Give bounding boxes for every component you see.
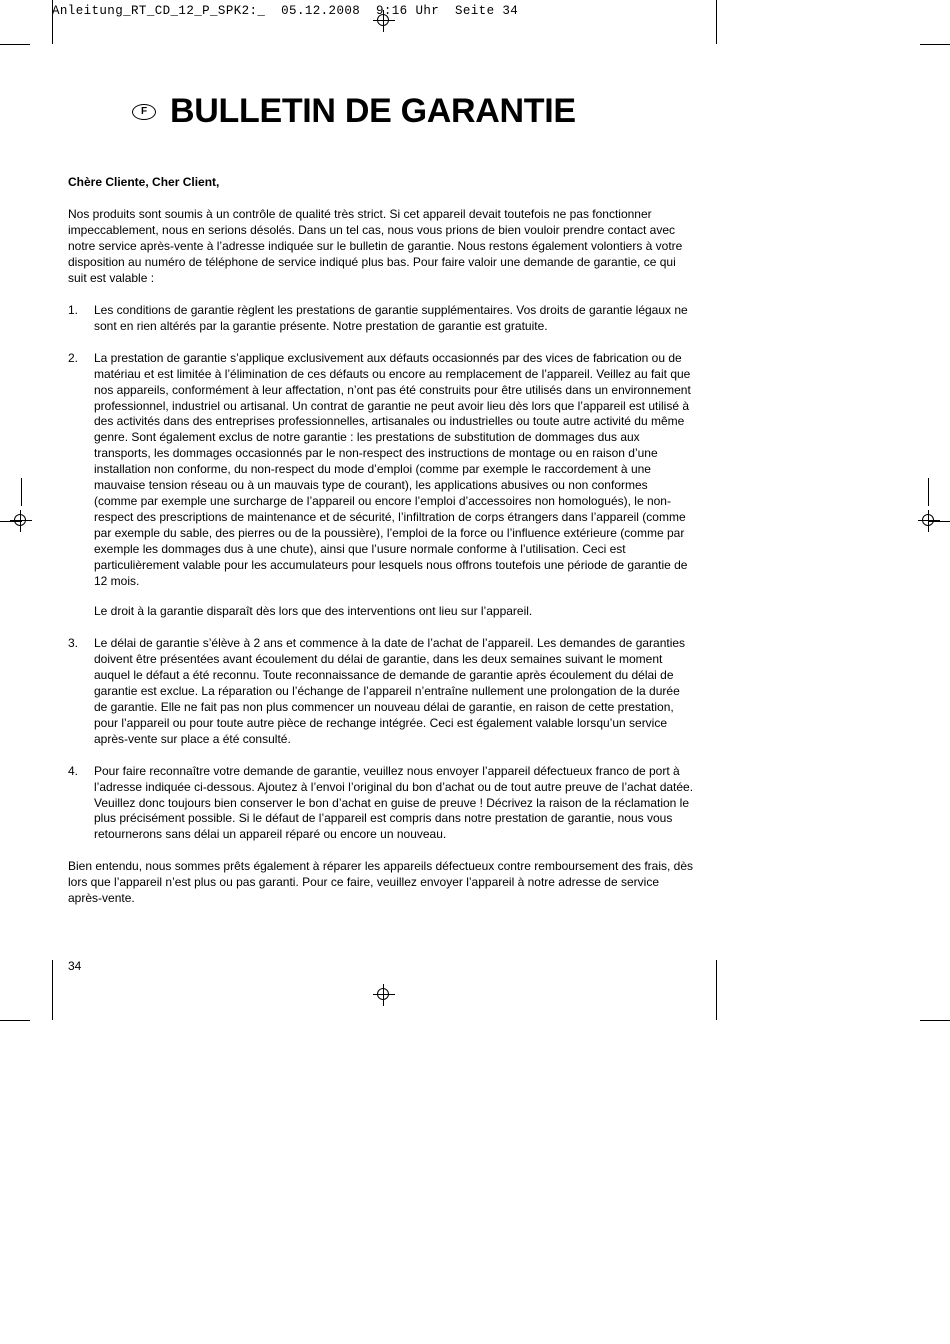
clause-marker: 1. xyxy=(68,302,79,317)
print-slug: Anleitung_RT_CD_12_P_SPK2:_ 05.12.2008 9:16 Uhr Seite 34 xyxy=(52,4,519,18)
registration-mark-bottom xyxy=(373,984,395,1006)
language-badge-icon: F xyxy=(132,104,156,120)
clause-marker: 2. xyxy=(68,350,79,365)
crop-mark-middle-left-vertical xyxy=(21,478,22,506)
clause-body xyxy=(94,351,694,620)
clause-body xyxy=(94,764,694,844)
crop-mark-middle-right-vertical xyxy=(928,478,929,506)
list-item xyxy=(68,764,694,844)
clause-marker: 3. xyxy=(68,635,79,650)
crop-mark-top-right-vertical xyxy=(716,0,717,44)
crop-mark-left-lower-horizontal xyxy=(0,1020,30,1021)
registration-mark-right xyxy=(918,510,940,532)
intro-paragraph: Nos produits sont soumis à un contrôle de qualité très strict. Si cet appareil devait toutefois ne pas fonctionner impeccablement, nous en serions désolés. Dans un tel cas, nous vous prions de bien vouloir prendre contact avec notre service après-vente à l’adresse indiquée sur le bulletin de garantie. Nous restons également volontiers à votre disposition au numéro de téléphone de service indiqué plus bas. Pour faire valoir une demande de garantie, ce qui suit est valable : xyxy=(68,207,683,285)
page-title-text: BULLETIN DE GARANTIE xyxy=(170,92,576,130)
clause-paragraph: Le délai de garantie s’élève à 2 ans et commence à la date de l’achat de l’appareil. Les demandes de garanties doivent être présentées avant écoulement du délai de garantie, dans les deux semaines suivant le moment auquel le défaut a été reconnu. Toute reconnaissance de demande de garantie après écoulement du délai de garantie est exclue. La réparation ou l’échange de l’appareil n’entraîne nullement une prolongation de la durée de garantie. Elle ne fait pas non plus commencer un nouveau délai de garantie, en raison de cette prestation, pour l’appareil ou pour toute autre pièce de rechange intégrée. Ceci est également valable lorsqu’un service après-vente sur place a été consulté. xyxy=(94,635,686,746)
salutation: Chère Cliente, Cher Client, xyxy=(68,175,220,189)
page-number: 34 xyxy=(68,959,82,973)
list-item xyxy=(68,351,694,620)
warranty-clause-list xyxy=(68,303,694,844)
clause-paragraph: La prestation de garantie s’applique exclusivement aux défauts occasionnés par des vices de fabrication ou de matériau et est limitée à l’élimination de ces défauts ou encore au remplacement de l’appareil. Veillez au fait que nos appareils, conformément à leur affectation, n’ont pas été construits pour être utilisés dans un environnement professionnel, industriel ou artisanal. Un contrat de garantie ne peut avoir lieu dès lors que l’appareil est utilisé à des activités dans des entreprises professionnelles, artisanales ou industrielles ou toute autre activité du même genre. Sont également exclus de notre garantie : les prestations de substitution de dommages dus aux transports, les dommages occasionnés par le non-respect des instructions de montage ou en raison d’une installation non conforme, du non-respect du mode d’emploi (comme par exemple le raccordement à une mauvaise tension réseau ou à un mauvais type de courant), les applications abusives ou non conformes (comme par exemple une surcharge de l’appareil ou encore l’emploi d’accessoires non homologués), le non-respect des prescriptions de maintenance et de sécurité, l’infiltration de corps étrangers dans l’appareil (comme par exemple du sable, des pierres ou de la poussière), l’emploi de la force ou l’influence extérieure (comme par exemple les dommages dus à une chute), ainsi que l’usure normale conforme à l’utilisation. Ceci est particulièrement valable pour les accumulateurs pour lesquels nous offrons toutefois une période de garantie de 12 mois. xyxy=(94,350,691,589)
clause-body xyxy=(94,303,694,335)
crop-mark-bottom-right-vertical xyxy=(716,960,717,1020)
crop-mark-bottom-left-vertical xyxy=(52,960,53,1020)
crop-mark-right-lower-horizontal xyxy=(920,1020,950,1021)
clause-paragraph: Le droit à la garantie disparaît dès lors que des interventions ont lieu sur l’appareil. xyxy=(94,603,533,618)
page-title xyxy=(132,92,694,131)
registration-mark-left xyxy=(10,510,32,532)
clause-paragraph: Les conditions de garantie règlent les prestations de garantie supplémentaires. Vos droits de garantie légaux ne sont en rien altérés par la garantie présente. Notre prestation de garantie est gratuite. xyxy=(94,302,688,333)
list-item xyxy=(68,303,694,335)
clause-paragraph: Pour faire reconnaître votre demande de garantie, veuillez nous envoyer l’appareil défectueux franco de port à l’adresse indiquée ci-dessous. Ajoutez à l’envoi l’original du bon d’achat ou de tout autre preuve de l’achat datée. Veuillez donc toujours bien conserver le bon d’achat en guise de preuve ! Décrivez la raison de la réclamation le plus précisément possible. Si le défaut de l’appareil est compris dans notre prestation de garantie, nous vous retournerons sans délai un appareil réparé ou encore un nouveau. xyxy=(94,763,694,842)
clause-body xyxy=(94,636,694,748)
clause-marker: 4. xyxy=(68,763,79,778)
crop-mark-left-upper-horizontal xyxy=(0,44,30,45)
crop-mark-right-upper-horizontal xyxy=(920,44,950,45)
list-item xyxy=(68,636,694,748)
closing-paragraph: Bien entendu, nous sommes prêts également à réparer les appareils défectueux contre remboursement des frais, dès lors que l’appareil n’est plus ou pas garanti. Pour ce faire, veuillez envoyer l’appareil à notre adresse de service après-vente. xyxy=(68,859,694,906)
document-page xyxy=(68,92,694,923)
